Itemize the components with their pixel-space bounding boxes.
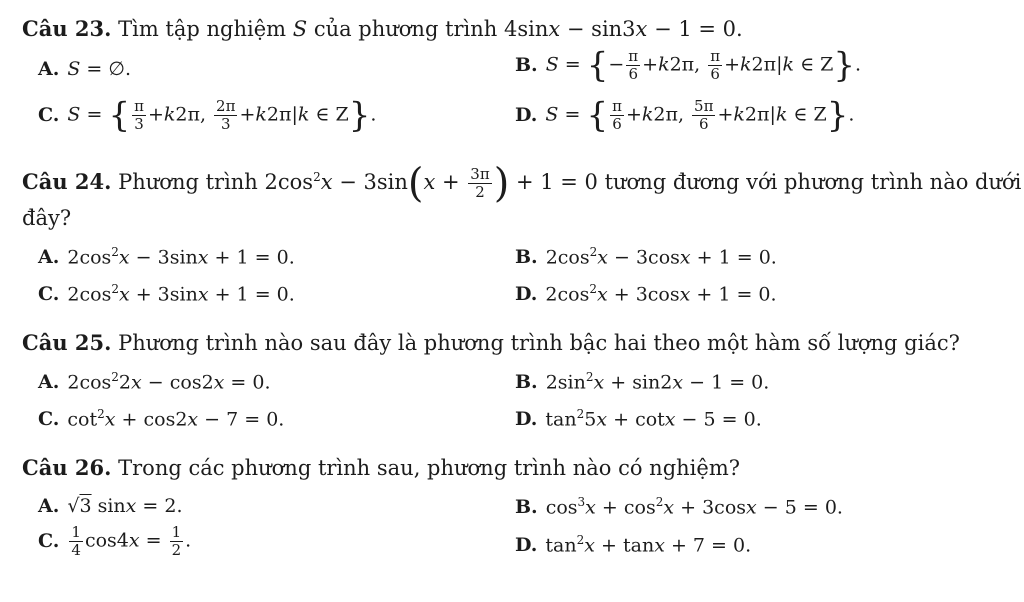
question-23: Câu 23. Tìm tập nghiệm S của phương trình 4sinx − sin3x − 1 = 0. — [22, 16, 743, 41]
question-label: Câu 25. — [22, 330, 112, 355]
answer-option-a[interactable]: A. S = ∅. — [38, 58, 131, 80]
option-key: C. — [38, 103, 60, 126]
option-key: A. — [38, 371, 60, 394]
option-key: C. — [38, 529, 60, 552]
answer-option-d[interactable]: D. S = { $\frac{\pi}{6}$ +k2π, $\frac{5\pi}{6}$ +k2π|k ∈ Z}. — [515, 95, 855, 136]
answer-option-c[interactable]: C. S = { $\frac{\pi}{3}$ +k2π, $\frac{2\pi}{3}$ +k2π|k ∈ Z}. — [38, 95, 377, 136]
question-25: Câu 25. Phương trình nào sau đây là phương trình bậc hai theo một hàm số lượng giác? — [22, 330, 960, 355]
option-key: D. — [515, 534, 538, 557]
answer-option-b[interactable]: B. $2\sin^2x + \sin 2x - 1 = 0$. — [515, 370, 770, 394]
question-label: Câu 23. — [22, 16, 112, 41]
option-key: C. — [38, 408, 60, 431]
option-key: A. — [38, 246, 60, 269]
option-key: B. — [515, 371, 538, 394]
option-key: D. — [515, 408, 538, 431]
answer-option-c[interactable]: C. $\frac{1}{4}$ cos4x = $\frac{1}{2}$ . — [38, 523, 192, 559]
answer-option-a[interactable]: A. $2\cos^22x - \cos 2x = 0$. — [38, 370, 271, 394]
option-key: B. — [515, 246, 538, 269]
question-label: Câu 24. — [22, 169, 112, 194]
answer-option-a[interactable]: A. √3 sinx = 2. — [38, 495, 183, 517]
answer-option-d[interactable]: D. $\tan^25x + \cot x - 5 = 0$. — [515, 407, 762, 431]
answer-option-b[interactable]: B. S = {− $\frac{\pi}{6}$ +k2π, $\frac{\pi}{6}$ +k2π|k ∈ Z}. — [515, 45, 862, 86]
answer-option-c[interactable]: C. $\cot^2x + \cos 2x - 7 = 0$. — [38, 407, 285, 431]
option-key: B. — [515, 496, 538, 519]
option-key: C. — [38, 283, 60, 306]
answer-option-c[interactable]: C. $2\cos^2x + 3\sin x + 1 = 0$. — [38, 282, 295, 306]
answer-option-d[interactable]: D. $2\cos^2x + 3\cos x + 1 = 0$. — [515, 282, 777, 306]
option-key: D. — [515, 283, 538, 306]
option-key: A. — [38, 495, 60, 517]
answer-option-d[interactable]: D. $\tan^2x + \tan x + 7 = 0$. — [515, 533, 752, 557]
question-24-continued: đây? — [22, 206, 72, 230]
option-key: A. — [38, 58, 60, 80]
question-26: Câu 26. Trong các phương trình sau, phương trình nào có nghiệm? — [22, 455, 740, 480]
answer-option-b[interactable]: B. $2\cos^2x - 3\cos x + 1 = 0$. — [515, 245, 777, 269]
question-24: Câu 24. Phương trình $2\cos^2x - 3\sin(x$ + $\frac{3\pi}{2}$ ) + 1 = 0 tương đương với phương trình nào dưới — [22, 160, 1022, 207]
option-key: D. — [515, 103, 538, 126]
question-label: Câu 26. — [22, 455, 112, 480]
option-key: B. — [515, 53, 538, 76]
answer-option-b[interactable]: B. $\cos^3x + \cos^2x + 3\cos x - 5 = 0$. — [515, 495, 843, 519]
answer-option-a[interactable]: A. $2\cos^2x - 3\sin x + 1 = 0$. — [38, 245, 295, 269]
